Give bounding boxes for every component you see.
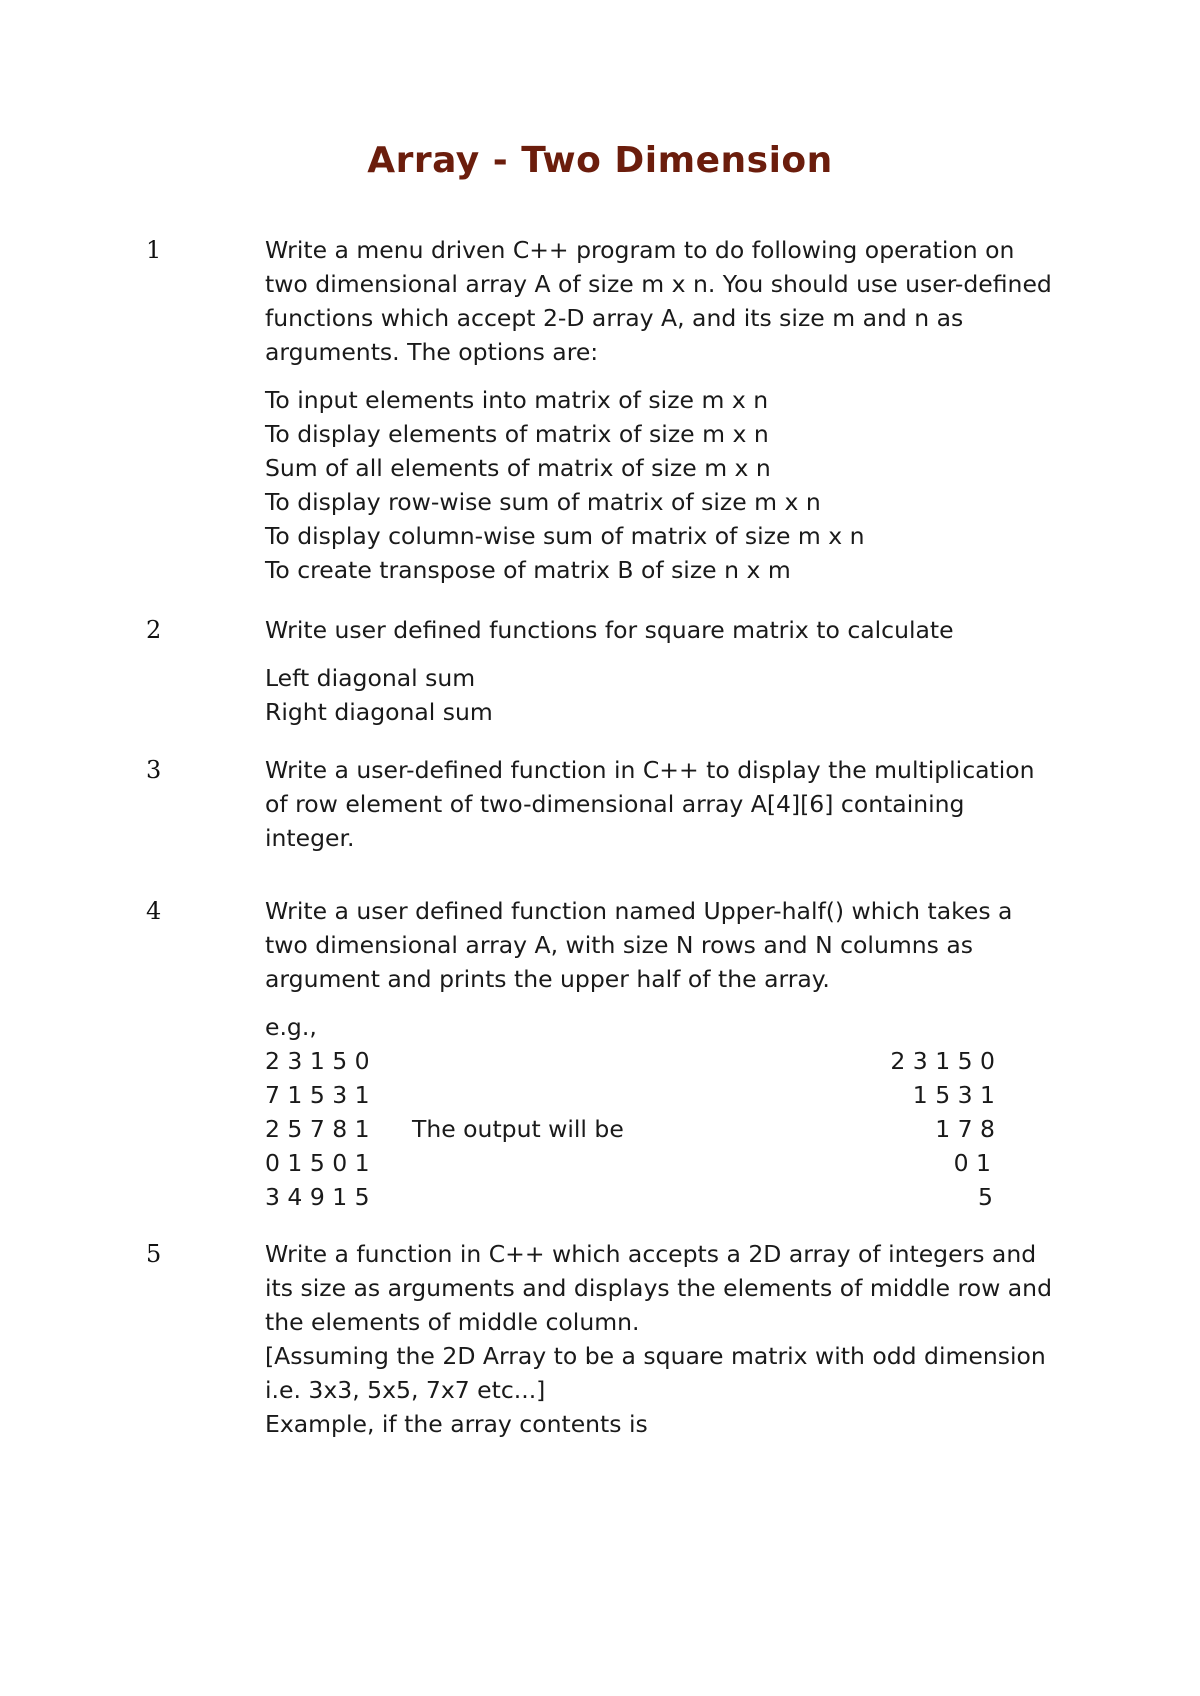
example-output-row: 1 5 3 1 [912, 1081, 995, 1109]
question-text-line: the elements of middle column. [265, 1308, 640, 1336]
example-input-row: 2 3 1 5 0 [265, 1047, 370, 1075]
question-body [265, 613, 1085, 729]
question-body [265, 1237, 1085, 1441]
example-label: e.g., [265, 1013, 317, 1041]
option-item: To input elements into matrix of size m x n [265, 386, 769, 414]
question-body [265, 753, 1085, 855]
example-input-row: 2 5 7 8 1 [265, 1115, 370, 1143]
question-text-line: its size as arguments and displays the elements of middle row and [265, 1274, 1052, 1302]
question-body [265, 894, 1085, 1214]
question-text-line: argument and prints the upper half of the array. [265, 965, 830, 993]
question-number: 4 [146, 897, 162, 925]
options-list [265, 383, 1085, 587]
question-text-line: Example, if the array contents is [265, 1410, 648, 1438]
example-block [265, 1010, 1085, 1214]
example-input-row: 3 4 9 1 5 [265, 1183, 370, 1211]
option-item: To create transpose of matrix B of size n x m [265, 556, 791, 584]
example-input-row: 7 1 5 3 1 [265, 1081, 370, 1109]
page-title: Array - Two Dimension [367, 140, 833, 181]
question-number: 2 [146, 616, 162, 644]
question-text-line: arguments. The options are: [265, 338, 599, 366]
example-output-label: The output will be [412, 1115, 624, 1143]
question-text-line: [Assuming the 2D Array to be a square matrix with odd dimension [265, 1342, 1046, 1370]
question-text-line: of row element of two-dimensional array A[4][6] containing [265, 790, 965, 818]
option-item: To display row-wise sum of matrix of size m x n [265, 488, 821, 516]
question-text-line: Write a user-defined function in C++ to display the multiplication [265, 756, 1035, 784]
question-number: 1 [146, 236, 162, 264]
option-item: To display elements of matrix of size m x n [265, 420, 769, 448]
question-number: 3 [146, 756, 162, 784]
option-item: Sum of all elements of matrix of size m x n [265, 454, 771, 482]
example-output-row: 0 1 [953, 1149, 991, 1177]
example-input-row: 0 1 5 0 1 [265, 1149, 370, 1177]
question-text-line: i.e. 3x3, 5x5, 7x7 etc...] [265, 1376, 546, 1404]
option-item: To display column-wise sum of matrix of size m x n [265, 522, 865, 550]
question-number: 5 [146, 1240, 162, 1268]
question-text-line: Write user defined functions for square matrix to calculate [265, 616, 954, 644]
option-item: Right diagonal sum [265, 698, 493, 726]
options-list [265, 661, 1085, 729]
question-text-line: two dimensional array A of size m x n. You should use user-defined [265, 270, 1052, 298]
option-item: Left diagonal sum [265, 664, 476, 692]
question-text-line: Write a menu driven C++ program to do following operation on [265, 236, 1015, 264]
example-output-row: 2 3 1 5 0 [890, 1047, 995, 1075]
question-text-line: Write a function in C++ which accepts a 2D array of integers and [265, 1240, 1037, 1268]
example-output-row: 1 7 8 [935, 1115, 995, 1143]
question-text-line: functions which accept 2-D array A, and its size m and n as [265, 304, 964, 332]
question-text-line: two dimensional array A, with size N rows and N columns as [265, 931, 973, 959]
question-text-line: integer. [265, 824, 355, 852]
example-output-row: 5 [978, 1183, 993, 1211]
question-text-line: Write a user defined function named Upper-half() which takes a [265, 897, 1013, 925]
question-body [265, 233, 1085, 587]
